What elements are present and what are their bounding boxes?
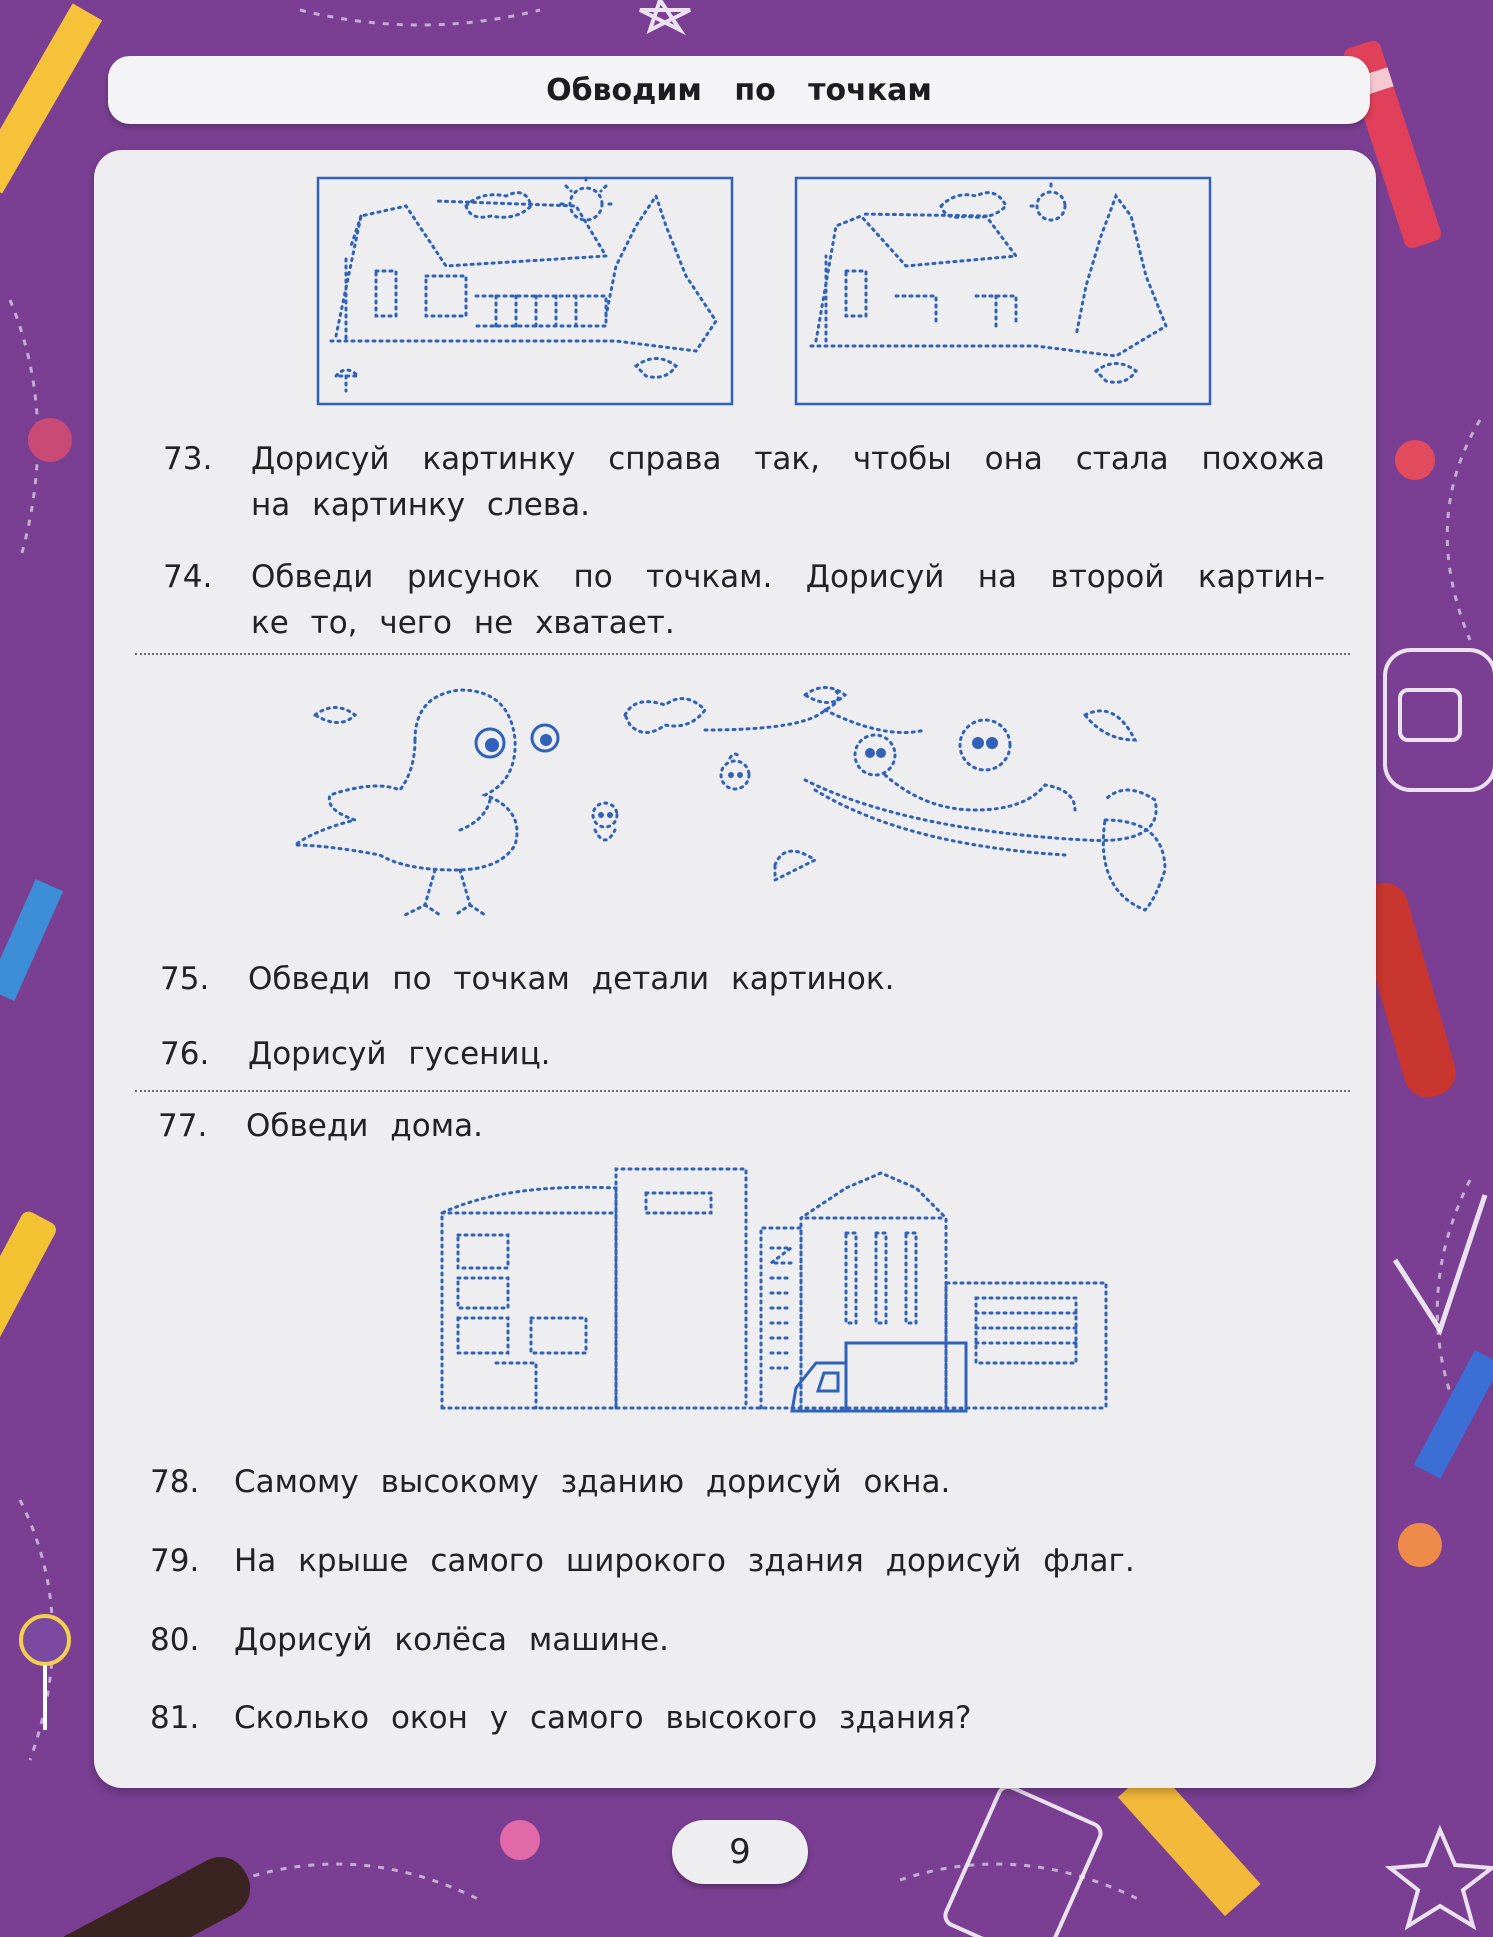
buildings-illustration	[436, 1163, 1116, 1418]
task-text-line: На крыше самого широкого здания дорисуй флаг.	[234, 1543, 1135, 1579]
tall-building	[616, 1169, 746, 1408]
task-number: 74.	[163, 559, 213, 595]
task-text-line: Дорисуй картинку справа так, чтобы она стала похожа	[251, 441, 1325, 477]
left-house-picture	[318, 178, 732, 404]
bird-drawing	[295, 690, 517, 915]
truck-drawing	[792, 1343, 966, 1411]
task-number: 79.	[150, 1543, 200, 1579]
task-80	[150, 1616, 1312, 1666]
task-74	[163, 553, 1325, 649]
calculator-icon	[942, 1784, 1104, 1937]
task-text-line: Дорисуй колёса машине.	[234, 1622, 669, 1658]
task-78	[150, 1458, 1312, 1508]
task-number: 78.	[150, 1464, 200, 1500]
house-scenes-illustration	[316, 176, 1214, 406]
task-81	[150, 1694, 1312, 1744]
wide-building	[946, 1283, 1106, 1408]
page-title: Обводим по точкам	[546, 72, 932, 108]
right-house-picture	[796, 178, 1210, 404]
title-bar	[108, 56, 1370, 124]
lollipop-icon	[21, 1616, 69, 1730]
task-text-line: Дорисуй гусениц.	[248, 1036, 551, 1072]
middle-building	[761, 1228, 801, 1408]
backpack-icon	[1385, 650, 1493, 790]
task-text-line: Обведи рисунок по точкам. Дорисуй на второй картин-	[251, 559, 1325, 595]
task-text-line: Обведи дома.	[246, 1108, 483, 1144]
task-text-line: на картинку слева.	[251, 487, 590, 523]
page-number: 9	[672, 1820, 808, 1884]
task-text-line: Сколько окон у самого высокого здания?	[234, 1700, 972, 1736]
task-77	[158, 1102, 1320, 1152]
checkmark-icon	[1395, 1195, 1485, 1330]
task-text-line: ке то, чего не хватает.	[251, 605, 675, 641]
task-number: 77.	[158, 1108, 208, 1144]
left-building	[442, 1187, 616, 1408]
task-number: 81.	[150, 1700, 200, 1736]
task-number: 80.	[150, 1622, 200, 1658]
task-number: 76.	[160, 1036, 210, 1072]
task-number: 73.	[163, 441, 213, 477]
birds-caterpillars-illustration	[285, 670, 1185, 930]
task-text-line: Самому высокому зданию дорисуй окна.	[234, 1464, 951, 1500]
section-divider	[135, 653, 1350, 655]
task-73	[163, 435, 1325, 531]
task-76	[160, 1030, 1322, 1080]
task-79	[150, 1537, 1312, 1587]
task-text-line: Обведи по точкам детали картинок.	[248, 961, 895, 997]
task-number: 75.	[160, 961, 210, 997]
task-75	[160, 955, 1322, 1005]
section-divider	[135, 1090, 1350, 1092]
